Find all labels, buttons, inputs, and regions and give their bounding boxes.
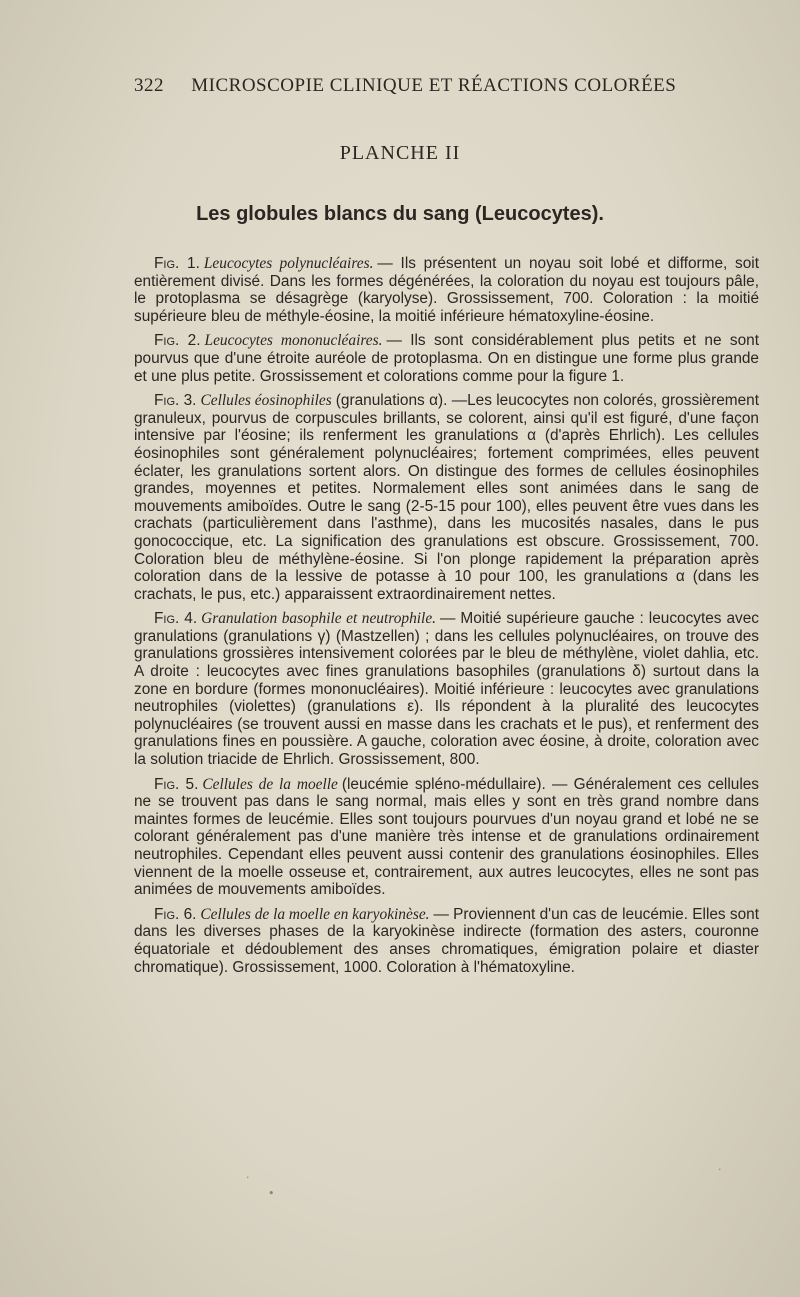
figure-caption-6: [134, 906, 759, 976]
figure-title: Leucocytes mononucléaires.: [204, 332, 383, 350]
plate-title: PLANCHE II: [339, 142, 461, 164]
figure-label: Fig. 6.: [154, 905, 197, 923]
figure-title: Cellules de la moelle: [202, 775, 338, 793]
figure-title: Leucocytes polynucléaires.: [203, 255, 374, 272]
figure-title: Granulation basophile et neutrophile.: [201, 610, 437, 628]
figure-label: Fig. 3.: [154, 392, 197, 410]
figure-text: (granulations α). —Les leucocytes non colorés, grossièrement granuleux, pourvus de corpuscules brillants, se colorent, ainsi qu'il est figuré, d'une façon intensive par l'éosine; ils renferment les granulations α (d'après Ehrlich). Les cellules éosinophiles sont généralement polynucléaires; fortement comprimées, elles peuvent éclater, les granulations sortent alors. On distingue des formes de cellules éosinophiles grandes, moyennes et petites. Normalement elles sont animées dans le sang de mouvements amiboïdes. Outre le sang (2-5-15 pour 100), elles peuvent être vues dans les crachats (particulièrement dans l'asthme), dans les mucosités nasales, dans le pus gonococcique, etc. La signification des granulations est obscure. Grossissement, 700. Coloration bleu de méthylène-éosine. Si l'on plonge rapidement la préparation après coloration dans de la lessive de potasse à 10 pour 100, les granulations α (dans les crachats, le pus, etc.) apparaissent extraordinairement nettes.: [134, 392, 760, 603]
figure-text: — Moitié supérieure gauche : leucocytes avec granulations (granulations γ) (Mastzellen) ; dans les cellules polynucléaires, on trouve des granulations grossières intensivement colorées par le bleu de méthylène, violet dahlia, etc. A droite : leucocytes avec fines granulations basophiles (granulations δ) surtout dans la zone en bordure (formes mononucléaires). Moitié inférieure : leucocytes avec granulations neutrophiles (violettes) (granulations ε). Ils répondent à la pluralité des leucocytes polynucléaires (se trouvent aussi en masse dans les crachats et le pus), et renferment des granulations fines en poussière. A gauche, coloration avec éosine, à droite, coloration avec la solution triacide de Ehrlich. Grossissement, 800.: [134, 610, 759, 769]
figure-text: — Ils sont considérablement plus petits et ne sont pourvus que d'une étroite auréole de protoplasma. On en distingue une forme plus grande et une plus petite. Grossissement et colorations comme pour la figure 1.: [134, 332, 759, 385]
running-title: MICROSCOPIE CLINIQUE ET RÉACTIONS COLORÉES: [191, 75, 677, 96]
figure-captions: [134, 255, 759, 983]
running-header: [134, 75, 754, 97]
figure-label: Fig. 1.: [154, 255, 200, 272]
figure-caption-4: [134, 610, 759, 768]
section-subtitle: Les globules blancs du sang (Leucocytes).: [196, 203, 604, 225]
figure-caption-5: [134, 776, 759, 899]
paper-speck: ·: [718, 1163, 722, 1176]
figure-text: — Ils présentent un noyau soit lobé et difforme, soit entièrement divisé. Dans les formes dégénérées, la coloration du noyau est toujours pâle, le protoplasma se désagrège (karyolyse). Grossissement, 700. Coloration : la moitié supérieure bleu de méthyle-éosine, la moitié inférieure hématoxyline-éosine.: [134, 255, 759, 325]
figure-caption-2: [134, 332, 759, 385]
paper-speck: •: [268, 1187, 275, 1200]
page-number: 322: [134, 75, 164, 96]
figure-caption-3: [134, 392, 759, 603]
figure-text: — Proviennent d'un cas de leucémie. Elles sont dans les diverses phases de la karyokinèse indirecte (formation des asters, couronne équatoriale et dédoublement des anses chromatiques, émigration polaire et diaster chromatique). Grossissement, 1000. Coloration à l'hématoxyline.: [134, 905, 759, 976]
figure-title: Cellules éosinophiles: [200, 392, 332, 410]
figure-title: Cellules de la moelle en karyokinèse.: [200, 905, 430, 923]
figure-label: Fig. 2.: [154, 332, 201, 350]
figure-label: Fig. 4.: [154, 610, 198, 628]
figure-label: Fig. 5.: [154, 775, 199, 793]
figure-caption-1: [134, 255, 759, 325]
figure-text: (leucémie spléno-médullaire). — Généralement ces cellules ne se trouvent pas dans le sang normal, mais elles y sont en très grand nombre dans maintes formes de leucémie. Elles sont toujours pourvues d'un noyau grand et lobé ne se colorant généralement pas d'une manière très intense et de granulations ordinairement neutrophiles. Cependant elles peuvent aussi contenir des granulations éosinophiles. Elles viennent de la moelle osseuse et, contrairement, aux autres leucocytes, elles ne sont pas animées de mouvements amiboïdes.: [134, 775, 759, 899]
paper-speck: ·: [246, 1171, 250, 1184]
